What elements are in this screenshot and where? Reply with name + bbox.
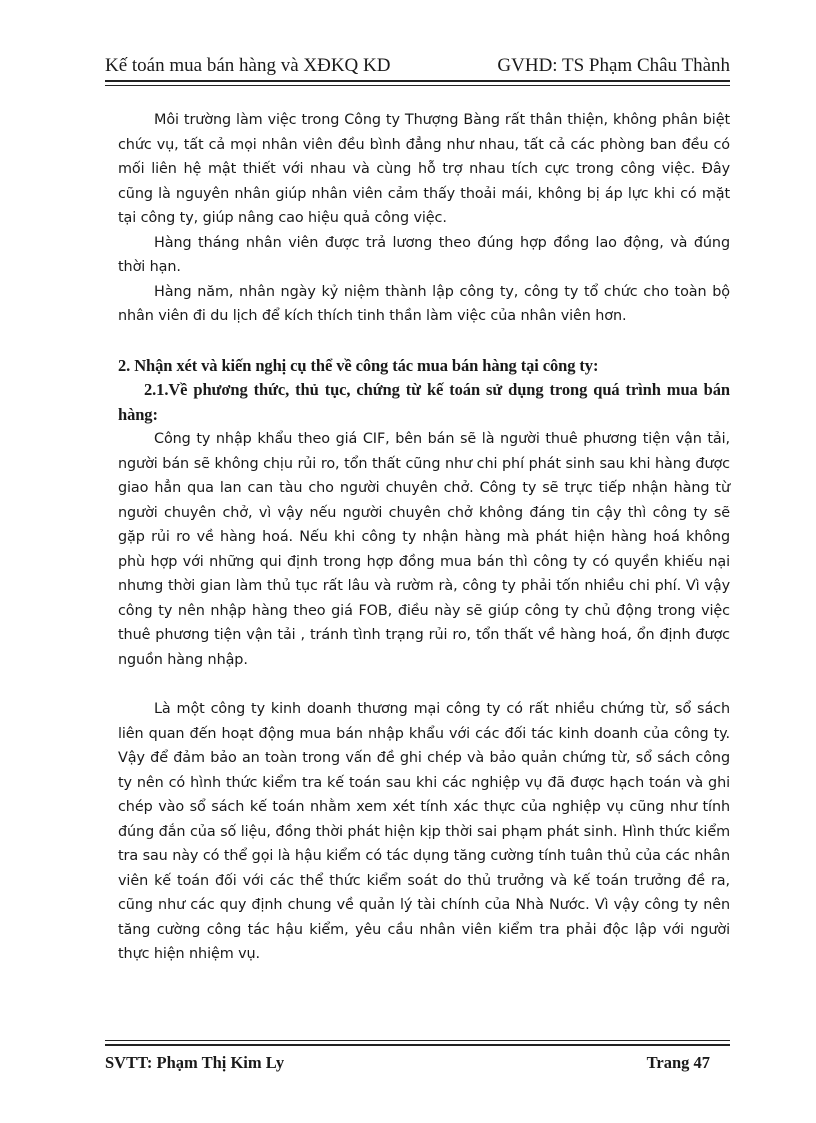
section-heading: 2. Nhận xét và kiến nghị cụ thể về công tác mua bán hàng tại công ty:: [118, 355, 599, 375]
subsection-heading: 2.1.Về phương thức, thủ tục, chứng từ kế toán sử dụng trong quá trình mua bán hàng:: [118, 380, 730, 424]
paragraph-salary: Hàng tháng nhân viên được trả lương theo đúng hợp đồng lao động, và đúng thời hạn.: [118, 234, 730, 275]
paragraph-cif-fob: Công ty nhập khẩu theo giá CIF, bên bán sẽ là người thuê phương tiện vận tải, người bán sẽ không chịu rủi ro, tổn thất cũng như chi phí phát sinh sau khi hàng được giao hẳn qua lan can tàu cho người chuyên chở. Công ty sẽ trực tiếp nhận hàng từ người chuyên chở, vì vậy nếu người chuyên chở không đáng tin cậy thì công ty sẽ gặp rủi ro về hàng hoá. Nếu khi công ty nhận hàng mà phát hiện hàng hoá không phù hợp với những qui định trong hợp đồng mua bán thì công ty có quyền khiếu nại nhưng thời gian làm thủ tục rất lâu và rườm rà, công ty phải tốn nhiều chi phí. Vì vậy công ty nên nhập hàng theo giá FOB, điều này sẽ giúp công ty chủ động trong việc thuê phương tiện vận tải , tránh tình trạng rủi ro, tổn thất về hàng hoá, ổn định được nguồn hàng nhập.: [118, 431, 730, 668]
page-header: [105, 50, 730, 82]
header-title: Kế toán mua bán hàng và XĐKQ KD: [105, 55, 391, 76]
footer-student: SVTT: Phạm Thị Kim Ly: [105, 1053, 285, 1072]
page-footer: [105, 1040, 730, 1075]
footer-page-number: Trang 47: [646, 1053, 710, 1072]
document-body: [118, 108, 730, 967]
header-supervisor: GVHD: TS Phạm Châu Thành: [497, 55, 730, 76]
paragraph-annual-trip: Hàng năm, nhân ngày kỷ niệm thành lập công ty, công ty tổ chức cho toàn bộ nhân viên đi du lịch để kích thích tinh thần làm việc của nhân viên hơn.: [118, 283, 730, 324]
paragraph-work-environment: Môi trường làm việc trong Công ty Thượng Bàng rất thân thiện, không phân biệt chức vụ, tất cả mọi nhân viên đều bình đẳng như nhau, tất cả các phòng ban đều có mối liên hệ mật thiết với nhau và cùng hỗ trợ nhau tích cực trong công việc. Đây cũng là nguyên nhân giúp nhân viên cảm thấy thoải mái, không bị áp lực khi có mặt tại công ty, giúp nâng cao hiệu quả công việc.: [118, 112, 730, 226]
paragraph-audit: Là một công ty kinh doanh thương mại công ty có rất nhiều chứng từ, sổ sách liên quan đến hoạt động mua bán nhập khẩu với các đối tác kinh doanh của công ty. Vậy để đảm bảo an toàn trong vấn đề ghi chép và bảo quản chứng từ, sổ sách công ty nên có hình thức kiểm tra kế toán sau khi các nghiệp vụ đã được hạch toán và ghi chép vào sổ sách kế toán nhằm xem xét tính xác thực của nghiệp vụ cũng như tính đúng đắn của số liệu, đồng thời phát hiện kịp thời sai phạm phát sinh. Hình thức kiểm tra sau này có thể gọi là hậu kiểm có tác dụng tăng cường tính tuân thủ của các nhân viên kế toán đối với các thể thức kiểm soát do thủ trưởng và kế toán trưởng đề ra, cũng như các quy định chung về quản lý tài chính của Nhà Nước. Vì vậy công ty nên tăng cường công tác hậu kiểm, yêu cầu nhân viên kiểm tra phải độc lập với người thực hiện nhiệm vụ.: [118, 701, 730, 962]
